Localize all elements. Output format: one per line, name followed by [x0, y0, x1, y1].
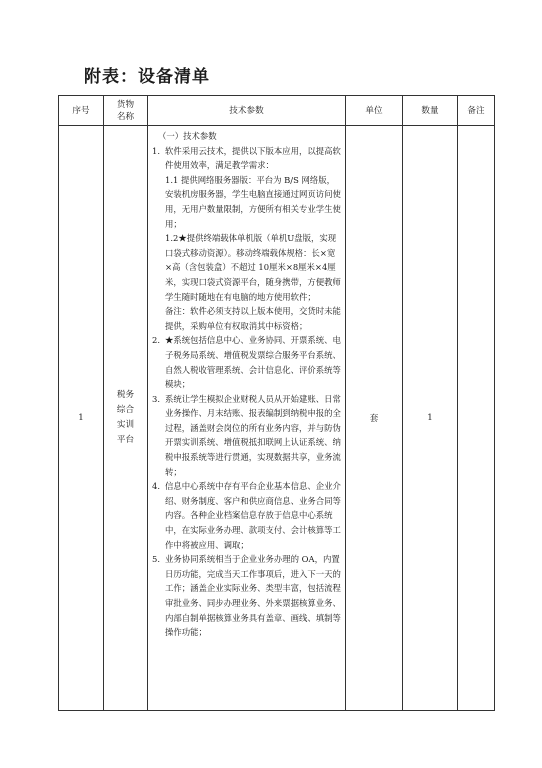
item-text: ★系统包括信息中心、业务协同、开票系统、电子税务局系统、增值税发票综合服务平台系统、自然人税收管理系统、会计信息化、评价系统等模块；: [165, 335, 341, 390]
item-text: 信息中心系统中存有平台企业基本信息、企业介绍、财务制度、客户和供应商信息、业务合同等内容。各种企业档案信息存放于信息中心系统中，在实际业务办理、款项支付、会计核算等工作中将被应用、调取；: [165, 481, 341, 550]
item-text: 软件采用云技术，提供以下版本应用，以提高软件使用效率，满足教学需求：: [165, 145, 341, 171]
item-number: 1.: [152, 145, 160, 156]
params-item-1-2: 1.2★提供终端载体单机版（单机U盘版，实现口袋式移动资源）。移动终端载体规格：长×宽×高（含包装盒）不超过 10厘米×8厘米×4厘米，实现口袋式资源平台，随身携带，方便教师学生随时随地在有电脑的地方使用软件；: [165, 233, 341, 302]
header-seq: 序号: [59, 96, 104, 126]
cell-remark: [458, 126, 495, 711]
cell-unit: 套: [346, 126, 403, 711]
params-item-4: [152, 479, 341, 552]
item-text: 系统让学生模拟企业财税人员从开始建账、日常业务操作、月末结账、报表编制到纳税申报的全过程，涵盖财会岗位的所有业务内容，并与防伪开票实训系统、增值税抵扣联网上认证系统、纳税申报系统等进行贯通，实现数据共享，业务流转；: [165, 393, 341, 477]
params-item-1-1: 1.1 提供网络服务器版：平台为 B/S 网络版，安装机房服务器，学生电脑直接通过网页访问使用，无用户数量限制，方便所有相关专业学生使用；: [165, 174, 341, 229]
params-item-1-note: 备注：软件必须支持以上版本使用，交货时未能提供，采购单位有权取消其中标资格；: [165, 306, 341, 331]
params-item-3: [152, 392, 341, 480]
cell-seq: 1: [59, 126, 104, 711]
equipment-table: [58, 95, 495, 711]
item-number: 5.: [152, 554, 160, 565]
header-remark: 备注: [458, 96, 495, 126]
item-number: 3.: [152, 393, 160, 404]
params-item-5: [152, 552, 341, 640]
page-title: 附表：设备清单: [84, 67, 210, 87]
header-name-line2: 名称: [116, 111, 135, 122]
cell-qty: 1: [403, 126, 458, 711]
header-name-line1: 货物: [116, 99, 135, 110]
header-params: 技术参数: [148, 96, 346, 126]
table-header-row: [59, 96, 495, 126]
cell-name: [104, 126, 148, 711]
params-item-2: [152, 333, 341, 391]
item-number: 2.: [152, 335, 160, 346]
params-heading: （一）技术参数: [158, 131, 217, 141]
name-line: 平台: [116, 435, 135, 445]
header-unit: 单位: [346, 96, 403, 126]
header-name: [104, 96, 148, 126]
item-number: 4.: [152, 481, 160, 492]
name-line: 税务: [116, 390, 135, 400]
name-line: 实训: [116, 420, 135, 430]
params-item-1: [152, 144, 341, 173]
table-row: [59, 126, 495, 711]
header-qty: 数量: [403, 96, 458, 126]
cell-params: [148, 126, 346, 711]
name-line: 综合: [116, 405, 135, 415]
item-text: 业务协同系统相当于企业业务办理的 OA，内置日历功能，完成当天工作事项后，进入下一天的工作；涵盖企业实际业务、类型丰富，包括流程审批业务、同步办理业务、外来票据核算业务、内部自制单据核算业务具有盖章、画线、填制等操作功能；: [165, 554, 341, 638]
